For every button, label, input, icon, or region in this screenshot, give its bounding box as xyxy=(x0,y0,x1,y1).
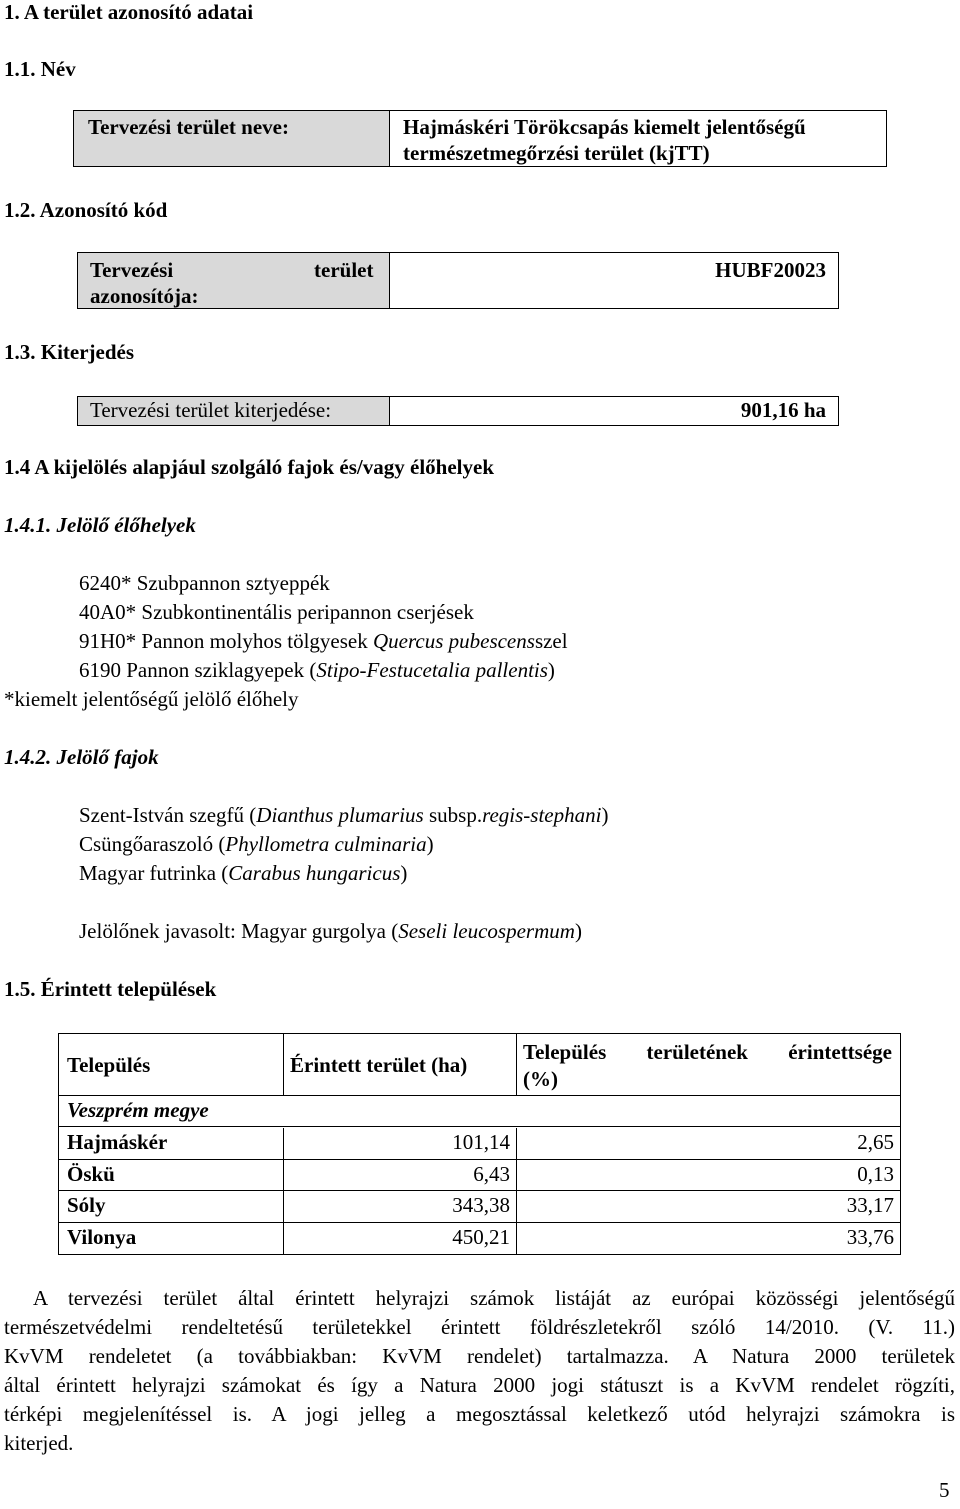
legal-paragraph xyxy=(4,1284,955,1458)
habitat-4-suffix: ) xyxy=(547,658,555,682)
settlement-area: 101,14 xyxy=(452,1130,510,1154)
species-1-subsp: subsp. xyxy=(423,803,483,827)
extent-label: Tervezési terület kiterjedése: xyxy=(90,398,332,422)
settlement-pct-cell xyxy=(517,1128,900,1160)
settlement-area-cell xyxy=(284,1223,517,1255)
habitat-3-species: Quercus pubescens xyxy=(373,629,535,653)
settlement-area: 450,21 xyxy=(452,1224,510,1249)
species-3-close: ) xyxy=(400,861,408,885)
species-3 xyxy=(79,859,407,888)
paragraph-line-6: kiterjed. xyxy=(4,1431,74,1455)
species-3-latin: Carabus hungaricus xyxy=(228,861,401,885)
code-value-cell xyxy=(390,253,838,308)
code-label-c: azonosítója: xyxy=(90,284,199,308)
species-proposed-close: ) xyxy=(574,919,582,943)
habitat-3-text: 91H0* Pannon molyhos tölgyesek xyxy=(79,629,373,653)
settlement-area: 6,43 xyxy=(473,1161,510,1186)
code-label-cell xyxy=(78,253,390,308)
section-1-4-2-title: 1.4.2. Jelölő fajok xyxy=(4,745,159,769)
settlement-pct-cell xyxy=(517,1223,900,1255)
extent-label-cell xyxy=(78,397,390,425)
header-pct-line2: (%) xyxy=(523,1067,558,1091)
settlement-area: 343,38 xyxy=(452,1193,510,1217)
settlement-name-cell xyxy=(59,1160,284,1192)
section-1-4-title: 1.4 A kijelölés alapjául szolgáló fajok és/vagy élőhelyek xyxy=(4,455,495,479)
code-label-a: Tervezési xyxy=(90,258,174,282)
habitat-3 xyxy=(79,627,568,656)
paragraph-line-5: térképi megjelenítéssel is. A jogi jelleg a megosztással keletkező utód helyrajzi számokra is xyxy=(4,1402,955,1426)
species-2-common: Csüngőaraszoló ( xyxy=(79,832,226,856)
habitat-note: *kiemelt jelentőségű jelölő élőhely xyxy=(4,687,299,711)
name-label: Tervezési terület neve: xyxy=(88,115,289,139)
settlement-pct: 33,76 xyxy=(846,1224,894,1249)
species-1-common: Szent-István szegfű ( xyxy=(79,803,257,827)
name-value-line2: természetmegőrzési terület (kjTT) xyxy=(403,141,710,165)
section-1-title: 1. A terület azonosító adatai xyxy=(4,0,254,24)
settlement-name: Öskü xyxy=(67,1161,115,1186)
section-1-3-title: 1.3. Kiterjedés xyxy=(4,340,135,364)
settlement-pct-cell xyxy=(517,1160,900,1192)
settlement-name-cell xyxy=(59,1191,284,1223)
code-label-b: terület xyxy=(314,258,374,282)
paragraph-line-1-text: A tervezési terület által érintett helyrajzi számok listáját az európai közösségi jelentőségű xyxy=(33,1286,955,1310)
section-1-5-title: 1.5. Érintett települések xyxy=(4,977,217,1001)
species-1-subsp-name: regis-stephani xyxy=(482,803,602,827)
habitat-4-text: 6190 Pannon sziklagyepek ( xyxy=(79,658,317,682)
extent-value: 901,16 ha xyxy=(740,398,826,422)
name-value-line1: Hajmáskéri Törökcsapás kiemelt jelentőségű xyxy=(403,115,806,139)
species-1-latin: Dianthus plumarius xyxy=(256,803,424,827)
habitat-4-species: Stipo-Festucetalia pallentis xyxy=(316,658,548,682)
species-2-latin: Phyllometra culminaria xyxy=(225,832,427,856)
species-1-close: ) xyxy=(601,803,609,827)
settlement-area-cell xyxy=(284,1160,517,1192)
county-row xyxy=(59,1096,900,1127)
name-value-cell xyxy=(390,111,886,166)
species-3-common: Magyar futrinka ( xyxy=(79,861,229,885)
code-value: HUBF20023 xyxy=(715,258,826,282)
settlement-pct: 2,65 xyxy=(857,1130,894,1154)
paragraph-line-4: által érintett helyrajzi számokat és így a Natura 2000 jogi státuszt is a KvVM rendelet rögzíti, xyxy=(4,1373,955,1397)
header-area-cell xyxy=(284,1034,517,1096)
species-1 xyxy=(79,801,608,830)
name-table xyxy=(73,110,887,167)
species-proposed-common: Jelölőnek javasolt: Magyar gurgolya ( xyxy=(79,919,399,943)
settlement-area-cell xyxy=(284,1128,517,1160)
settlement-name-cell xyxy=(59,1223,284,1255)
habitat-2: 40A0* Szubkontinentális peripannon cserjések xyxy=(79,600,474,624)
settlement-pct: 0,13 xyxy=(857,1161,894,1186)
species-2 xyxy=(79,830,434,859)
code-table xyxy=(77,252,839,309)
species-proposed-latin: Seseli leucospermum xyxy=(398,919,575,943)
species-proposed xyxy=(79,917,582,946)
habitat-1: 6240* Szubpannon sztyeppék xyxy=(79,571,330,595)
settlement-name: Hajmáskér xyxy=(67,1130,168,1154)
settlement-area-cell xyxy=(284,1191,517,1223)
header-pct-cell xyxy=(517,1034,900,1096)
habitat-3-suffix: szel xyxy=(534,629,568,653)
header-pct-line1: Település területének érintettsége xyxy=(523,1040,892,1064)
extent-value-cell xyxy=(390,397,838,425)
name-label-cell xyxy=(74,111,390,166)
section-1-2-title: 1.2. Azonosító kód xyxy=(4,198,168,222)
settlement-name-cell xyxy=(59,1128,284,1160)
settlements-table xyxy=(58,1033,901,1255)
header-area: Érintett terület (ha) xyxy=(290,1053,468,1077)
section-1-4-1-title: 1.4.1. Jelölő élőhelyek xyxy=(4,513,196,537)
settlement-pct: 33,17 xyxy=(846,1193,894,1217)
paragraph-line-3: KvVM rendeletet (a továbbiakban: KvVM rendelet) tartalmazza. A Natura 2000 területek xyxy=(4,1344,955,1368)
section-1-1-title: 1.1. Név xyxy=(4,57,76,81)
header-settlement-cell xyxy=(59,1034,284,1096)
settlement-name: Vilonya xyxy=(67,1224,137,1249)
header-settlement: Település xyxy=(67,1053,151,1077)
paragraph-line-2: természetvédelmi rendeltetésű területekkel érintett földrészletekről szóló 14/2010. (V. 11.) xyxy=(4,1315,955,1339)
extent-table xyxy=(77,396,839,426)
habitat-4 xyxy=(79,656,555,685)
species-2-close: ) xyxy=(426,832,434,856)
settlement-pct-cell xyxy=(517,1191,900,1223)
county-label: Veszprém megye xyxy=(67,1098,209,1122)
paragraph-line-1 xyxy=(4,1284,955,1313)
page-number: 5 xyxy=(939,1478,950,1502)
settlement-name: Sóly xyxy=(67,1193,106,1217)
